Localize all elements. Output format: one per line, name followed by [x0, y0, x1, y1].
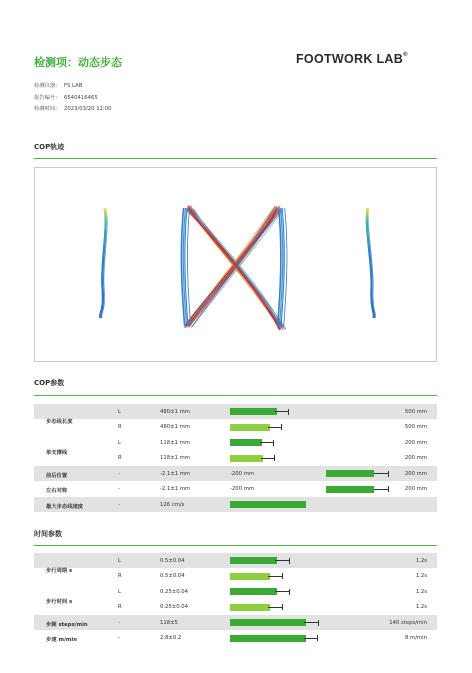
- group-label: 单支撑线: [46, 449, 68, 456]
- row-reference: 200 mm: [404, 470, 427, 477]
- row-reference: 1.2s: [415, 588, 427, 595]
- row-value: 480±1 mm: [160, 424, 190, 430]
- value-bar: [230, 588, 277, 595]
- row-reference: 1.2s: [415, 604, 427, 610]
- group-label: 步行时间 s: [46, 598, 73, 605]
- row-side: L: [118, 439, 121, 446]
- row-side: R: [118, 424, 122, 430]
- left-foot-trace: [99, 208, 107, 318]
- row-value: -2.1±1 mm: [160, 470, 191, 477]
- meta-value: 6540416465: [64, 95, 98, 101]
- error-bar: [268, 576, 283, 577]
- row-range-min: -200 mm: [230, 470, 255, 477]
- cop-trace-plot: [35, 168, 438, 363]
- page-title: 检测项：动态步态: [34, 56, 122, 69]
- section-title-cop-params: COP参数: [34, 379, 65, 387]
- row-side: -: [118, 486, 120, 492]
- value-bar: [326, 470, 374, 477]
- group-label: 步态线长度: [46, 418, 73, 425]
- row-side: -: [118, 501, 120, 508]
- table-row: [34, 553, 437, 568]
- value-bar: [230, 573, 270, 580]
- error-bar: [374, 489, 389, 490]
- error-bar: [275, 591, 290, 592]
- meta-key: 检测仪器:: [34, 83, 57, 89]
- row-side: -: [118, 619, 120, 626]
- row-value: 0.25±0.04: [160, 604, 189, 610]
- error-bar: [268, 607, 283, 608]
- table-row: [34, 584, 437, 599]
- error-bar: [268, 427, 282, 428]
- table-row: [34, 420, 437, 435]
- row-label: 步速 m/min: [46, 637, 77, 643]
- right-foot-trace: [366, 208, 376, 318]
- table-row: [34, 466, 437, 481]
- row-reference: 200 mm: [404, 486, 427, 492]
- row-value: 480±1 mm: [160, 408, 190, 415]
- cop-trace-panel: [34, 167, 437, 362]
- row-side: L: [118, 588, 121, 595]
- value-bar: [230, 604, 270, 611]
- table-row: [34, 615, 437, 630]
- error-bar: [304, 638, 318, 639]
- row-reference: 140 steps/min: [389, 619, 427, 626]
- value-bar: [326, 486, 374, 493]
- meta-value: 2023/03/20 12:00: [64, 106, 112, 112]
- table-row: [34, 569, 437, 584]
- table-row: [34, 497, 437, 512]
- table-row: [34, 600, 437, 615]
- error-bar: [275, 411, 289, 412]
- meta-key: 报告编号:: [34, 95, 57, 101]
- brand-name: FOOTWORK LAB: [296, 52, 404, 66]
- trace-line: [184, 206, 275, 326]
- value-bar: [230, 501, 306, 508]
- row-value: 2.8±0.2: [160, 635, 182, 641]
- row-label: 步频 steps/min: [46, 621, 88, 628]
- table-row: [34, 435, 437, 450]
- meta-value: FS LAB: [64, 83, 83, 89]
- row-side: R: [118, 455, 122, 461]
- error-bar: [304, 622, 319, 623]
- row-reference: 500 mm: [404, 408, 427, 415]
- section-title-cop-trace: COP轨迹: [34, 143, 65, 151]
- row-value: 0.25±0.04: [160, 588, 189, 595]
- error-bar: [261, 458, 275, 459]
- section-divider: [34, 158, 437, 159]
- meta-test-time: [34, 104, 111, 112]
- row-value: 0.5±0.04: [160, 573, 185, 579]
- row-side: -: [118, 470, 120, 477]
- registered-mark: ®: [403, 52, 408, 58]
- meta-key: 检测时间:: [34, 106, 57, 112]
- value-bar: [230, 455, 263, 462]
- meta-instrument: [34, 81, 82, 89]
- row-side: L: [118, 557, 121, 564]
- section-title-time-params: 时间参数: [34, 530, 62, 538]
- row-reference: 1.2s: [415, 557, 427, 564]
- row-value: 126 cm/s: [160, 501, 185, 508]
- row-reference: 200 mm: [404, 439, 427, 446]
- value-bar: [230, 424, 270, 431]
- error-bar: [260, 442, 274, 443]
- section-divider: [34, 395, 437, 396]
- row-label: 前后位置: [46, 472, 68, 479]
- table-row: [34, 404, 437, 419]
- row-value: 118±5: [160, 619, 178, 626]
- group-label: 步行周期 s: [46, 567, 73, 574]
- value-bar: [230, 635, 306, 642]
- meta-report-id: [34, 93, 98, 101]
- table-row: [34, 631, 437, 646]
- row-side: -: [118, 635, 120, 641]
- row-side: R: [118, 604, 122, 610]
- row-label: 最大步态线速度: [46, 503, 84, 510]
- row-value: 118±1 mm: [160, 439, 190, 446]
- value-bar: [230, 408, 277, 415]
- value-bar: [230, 439, 262, 446]
- row-label: 左右对称: [46, 488, 68, 494]
- row-side: R: [118, 573, 122, 579]
- error-bar: [374, 473, 389, 474]
- row-reference: 1.2s: [415, 573, 427, 579]
- row-side: L: [118, 408, 121, 415]
- value-bar: [230, 557, 277, 564]
- row-reference: 500 mm: [404, 424, 427, 430]
- error-bar: [275, 560, 290, 561]
- row-value: 118±1 mm: [160, 455, 190, 461]
- table-row: [34, 482, 437, 497]
- row-reference: 8 m/min: [405, 635, 427, 641]
- butterfly-trace: [181, 205, 287, 330]
- row-value: 0.5±0.04: [160, 557, 185, 564]
- row-reference: 200 mm: [404, 455, 427, 461]
- brand-logo: [296, 52, 408, 66]
- value-bar: [230, 619, 306, 626]
- table-row: [34, 451, 437, 466]
- section-divider: [34, 545, 437, 546]
- row-range-min: -200 mm: [230, 486, 255, 492]
- row-value: -2.1±1 mm: [160, 486, 191, 492]
